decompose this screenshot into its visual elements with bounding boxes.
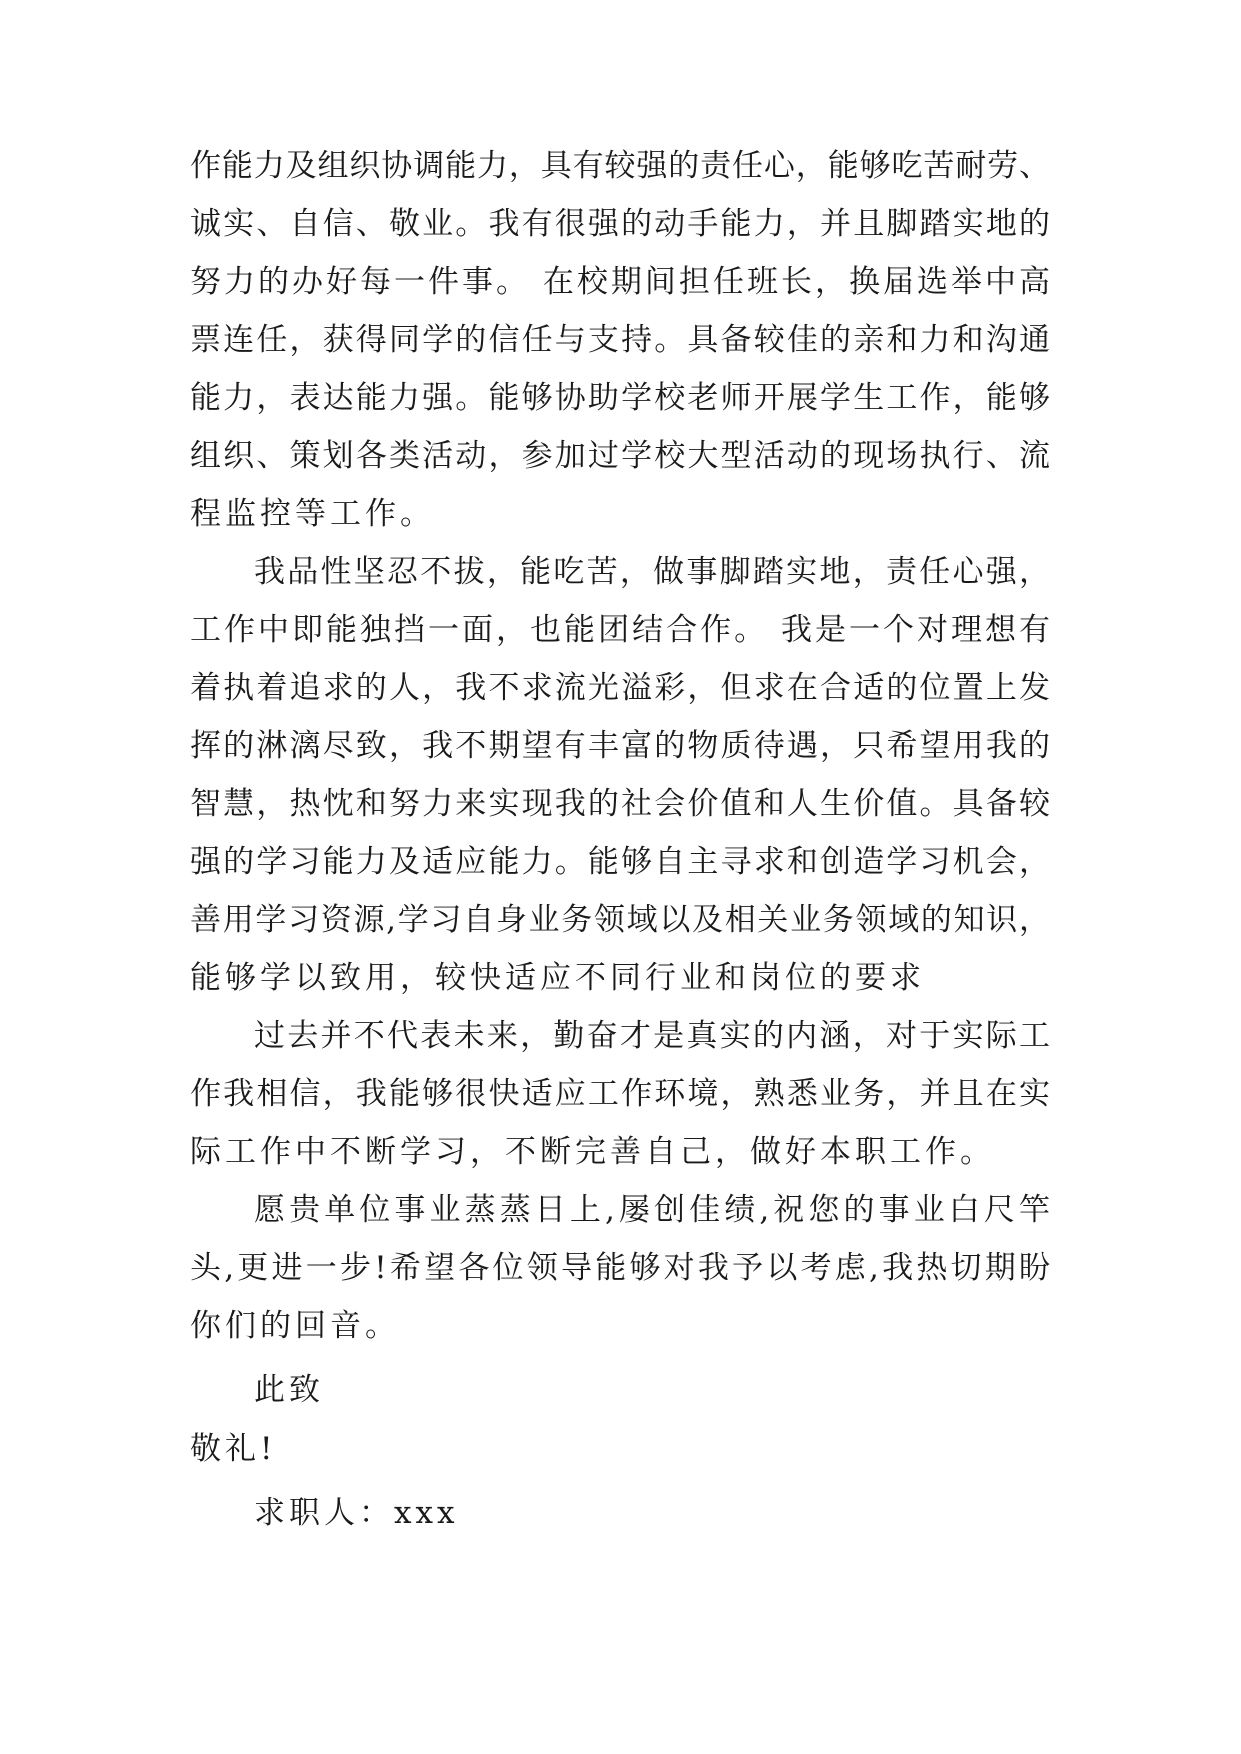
paragraph-1-line-3: 努力的办好每一件事。 在校期间担任班长，换届选举中高 [190,264,1050,300]
paragraph-1-line-5: 能力，表达能力强。能够协助学校老师开展学生工作，能够 [190,380,1050,416]
paragraph-2-line-3: 着执着追求的人，我不求流光溢彩，但求在合适的位置上发 [190,670,1050,706]
paragraph-1-line-4: 票连任，获得同学的信任与支持。具备较佳的亲和力和沟通 [190,322,1050,358]
paragraph-4-line-2: 头,更进一步!希望各位领导能够对我予以考虑,我热切期盼 [190,1250,1050,1286]
paragraph-2-line-5: 智慧，热忱和努力来实现我的社会价值和人生价值。具备较 [190,786,1050,822]
closing-regards: 敬礼! [190,1431,277,1467]
paragraph-3-line-3: 际工作中不断学习，不断完善自己，做好本职工作。 [190,1134,995,1170]
paragraph-2-line-1: 我品性坚忍不拔，能吃苦，做事脚踏实地，责任心强， [254,554,1050,590]
closing-salutation: 此致 [254,1372,324,1408]
paragraph-4-line-1: 愿贵单位事业蒸蒸日上,屡创佳绩,祝您的事业白尺竿 [254,1192,1050,1228]
paragraph-1-line-7: 程监控等工作。 [190,496,435,532]
paragraph-4-line-3: 你们的回音。 [190,1308,400,1344]
paragraph-2-line-8: 能够学以致用，较快适应不同行业和岗位的要求 [190,960,925,996]
paragraph-1-line-2: 诚实、自信、敬业。我有很强的动手能力，并且脚踏实地的 [190,206,1050,242]
signature: 求职人：xxx [254,1495,459,1531]
paragraph-2-line-7: 善用学习资源,学习自身业务领域以及相关业务领域的知识， [190,902,1050,938]
paragraph-1-line-6: 组织、策划各类活动，参加过学校大型活动的现场执行、流 [190,438,1050,474]
paragraph-1-line-1: 作能力及组织协调能力，具有较强的责任心，能够吃苦耐劳、 [190,148,1050,184]
paragraph-3-line-1: 过去并不代表未来，勤奋才是真实的内涵，对于实际工 [254,1018,1050,1054]
paragraph-2-line-4: 挥的淋漓尽致，我不期望有丰富的物质待遇，只希望用我的 [190,728,1050,764]
paragraph-3-line-2: 作我相信，我能够很快适应工作环境，熟悉业务，并且在实 [190,1076,1050,1112]
paragraph-2-line-2: 工作中即能独挡一面，也能团结合作。 我是一个对理想有 [190,612,1050,648]
paragraph-2-line-6: 强的学习能力及适应能力。能够自主寻求和创造学习机会， [190,844,1050,880]
